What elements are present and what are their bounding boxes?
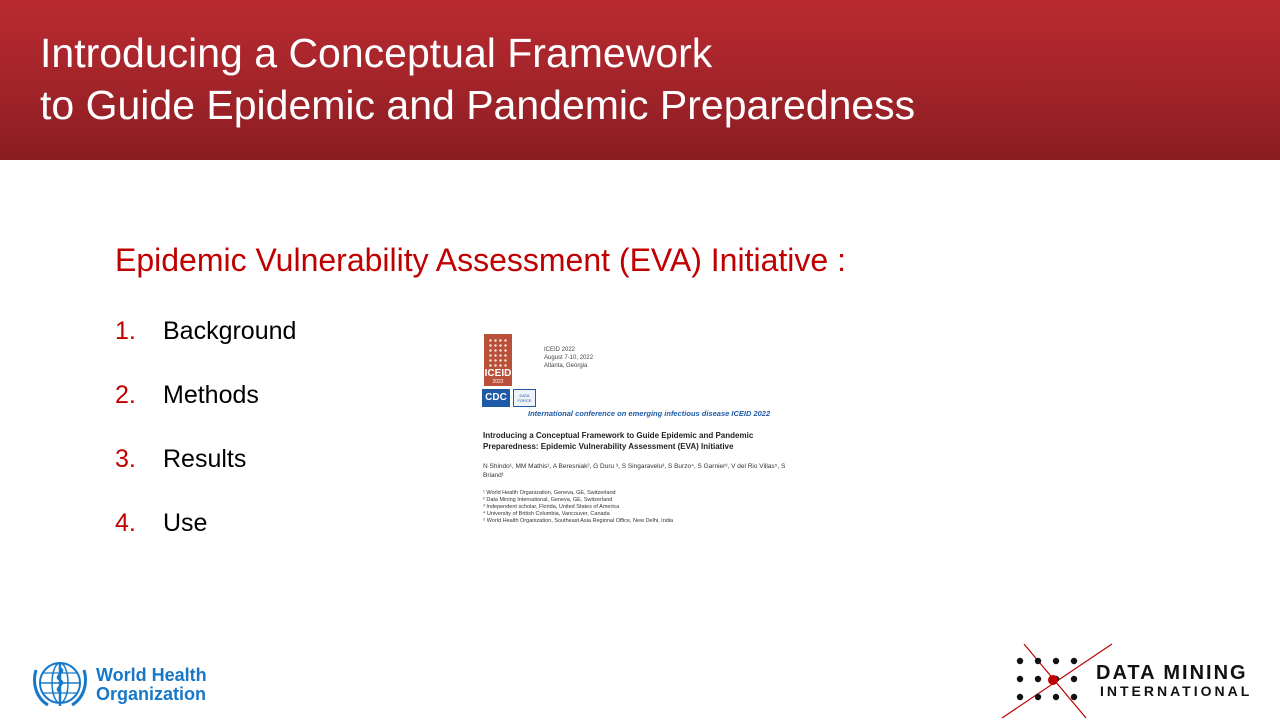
iceid-logo-word: ICEID bbox=[484, 368, 512, 379]
affiliation: ⁴ University of British Columbia, Vancouver, Canada bbox=[483, 511, 610, 517]
affiliation: ¹ World Health Organization, Geneva, GE, Switzerland bbox=[483, 490, 616, 496]
list-label: Methods bbox=[163, 381, 259, 409]
slide-title-line-1: Introducing a Conceptual Framework bbox=[40, 30, 713, 76]
taskforce-logo: DATA FORCE bbox=[513, 389, 536, 407]
title-banner bbox=[0, 0, 1280, 160]
conference-name: International conference on emerging infectious disease ICEID 2022 bbox=[528, 409, 771, 418]
who-emblem-icon bbox=[30, 658, 90, 708]
who-name-line-2: Organization bbox=[96, 684, 207, 704]
list-number: 4. bbox=[115, 509, 136, 537]
list-number: 1. bbox=[115, 317, 136, 345]
list-label: Use bbox=[163, 509, 208, 537]
slide-title-line-2: to Guide Epidemic and Pandemic Preparedness bbox=[40, 82, 916, 128]
event-dates: August 7-10, 2022 bbox=[544, 355, 594, 361]
dmi-name-line-1: DATA MINING bbox=[1096, 662, 1248, 684]
who-name-line-1: World Health bbox=[96, 665, 207, 685]
affiliation: ² Data Mining International, Geneva, GE, Switzerland bbox=[483, 497, 613, 503]
event-location: Atlanta, Georgia bbox=[544, 363, 588, 369]
list-number: 3. bbox=[115, 445, 136, 473]
iceid-dots-pattern bbox=[488, 338, 508, 368]
section-subtitle: Epidemic Vulnerability Assessment (EVA) Initiative : bbox=[115, 242, 846, 278]
abstract-authors: N Shindo¹, MM Mathis¹, A Beresniak², G Duru ³, S Singaravelu³, S Burzo⁴, S Garnier³, V del Rio Villas⁵, S Briand¹ bbox=[483, 463, 786, 479]
cdc-logo: CDC bbox=[482, 389, 510, 407]
affiliation: ³ Independent scholar, Florida, United States of America bbox=[483, 504, 620, 510]
iceid-logo-year: 2022 bbox=[492, 379, 504, 385]
list-label: Results bbox=[163, 445, 247, 473]
affiliation: ⁵ World Health Organization, Southeast Asia Regional Office, New Delhi, India bbox=[483, 518, 674, 524]
list-number: 2. bbox=[115, 381, 136, 409]
abstract-title: Introducing a Conceptual Framework to Guide Epidemic and Pandemic Preparedness: Epidemic Vulnerability Assessment (EVA) Initiative bbox=[483, 431, 754, 451]
abstract-thumbnail bbox=[476, 330, 806, 535]
event-name: ICEID 2022 bbox=[544, 347, 576, 353]
list-label: Background bbox=[163, 317, 297, 345]
iceid-logo bbox=[484, 334, 512, 386]
dmi-name-line-2: INTERNATIONAL bbox=[1100, 683, 1253, 699]
